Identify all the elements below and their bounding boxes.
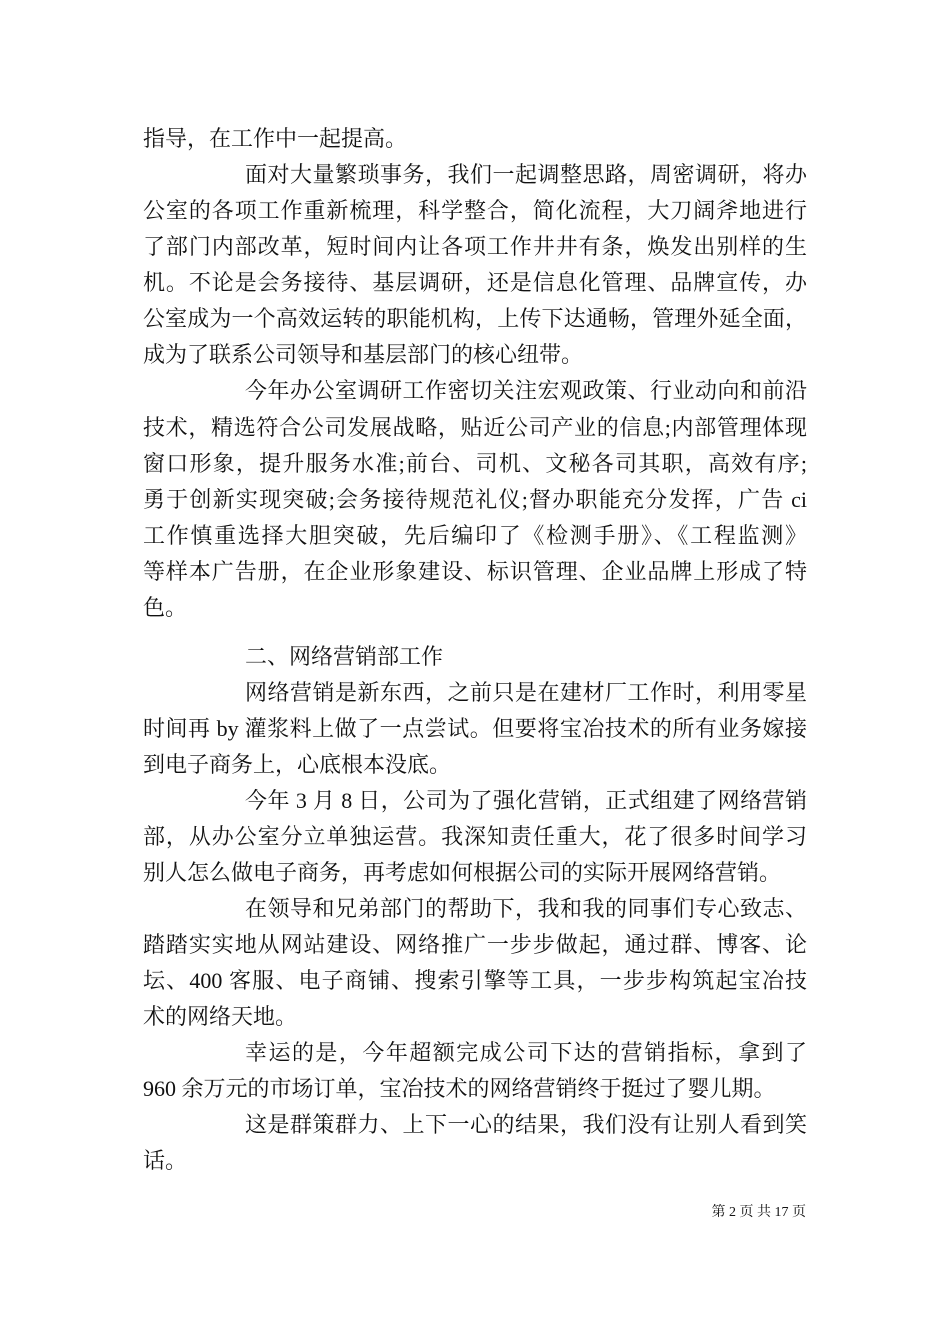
paragraph-start: 今年办公室调研工作密切关注宏观政策、行业动向和前沿	[245, 378, 807, 403]
text-line: 踏踏实实地从网站建设、网络推广一步步做起，通过群、博客、论	[143, 932, 807, 957]
text-line: 公室的各项工作重新梳理，科学整合，简化流程，大刀阔斧地进行	[143, 198, 807, 223]
text-line: 部，从办公室分立单独运营。我深知责任重大，花了很多时间学习	[143, 824, 807, 849]
text-line: 960 余万元的市场订单，宝冶技术的网络营销终于挺过了婴儿期。	[143, 1076, 776, 1101]
page-number-footer: 第 2 页 共 17 页	[711, 1205, 806, 1220]
paragraph-start: 幸运的是，今年超额完成公司下达的营销指标，拿到了	[245, 1040, 807, 1065]
section-heading: 二、网络营销部工作	[245, 644, 444, 669]
paragraph-start: 在领导和兄弟部门的帮助下，我和我的同事们专心致志、	[245, 896, 807, 921]
text-line: 技术，精选符合公司发展战略，贴近公司产业的信息;内部管理体现	[143, 415, 807, 440]
text-line: 到电子商务上，心底根本没底。	[143, 752, 452, 777]
text-line: 公室成为一个高效运转的职能机构，上传下达通畅，管理外延全面，	[143, 306, 807, 331]
paragraph-start: 网络营销是新东西，之前只是在建材厂工作时，利用零星	[245, 680, 807, 705]
text-line: 成为了联系公司领导和基层部门的核心纽带。	[143, 342, 584, 367]
text-line: 术的网络天地。	[143, 1004, 298, 1029]
text-line: 坛、400 客服、电子商铺、搜索引擎等工具，一步步构筑起宝冶技	[143, 968, 807, 993]
text-line: 指导，在工作中一起提高。	[143, 126, 408, 151]
text-line: 话。	[143, 1148, 188, 1173]
text-line: 别人怎么做电子商务，再考虑如何根据公司的实际开展网络营销。	[143, 860, 782, 885]
paragraph-start: 今年 3 月 8 日，公司为了强化营销，正式组建了网络营销	[245, 788, 807, 813]
text-line: 了部门内部改革，短时间内让各项工作井井有条，焕发出别样的生	[143, 234, 807, 259]
paragraph-start: 这是群策群力、上下一心的结果，我们没有让别人看到笑	[245, 1112, 807, 1137]
text-line: 机。不论是会务接待、基层调研，还是信息化管理、品牌宣传，办	[143, 270, 807, 295]
text-line: 时间再 by 灌浆料上做了一点尝试。但要将宝冶技术的所有业务嫁接	[143, 716, 807, 741]
text-line: 色。	[143, 595, 188, 620]
text-line: 等样本广告册，在企业形象建设、标识管理、企业品牌上形成了特	[143, 559, 807, 584]
paragraph-start: 面对大量繁琐事务，我们一起调整思路，周密调研，将办	[245, 162, 807, 187]
text-line: 工作慎重选择大胆突破，先后编印了《检测手册》、《工程监测》	[143, 523, 807, 548]
text-line: 窗口形象，提升服务水准;前台、司机、文秘各司其职，高效有序;	[143, 451, 807, 476]
text-line: 勇于创新实现突破;会务接待规范礼仪;督办职能充分发挥，广告 ci	[143, 487, 807, 512]
